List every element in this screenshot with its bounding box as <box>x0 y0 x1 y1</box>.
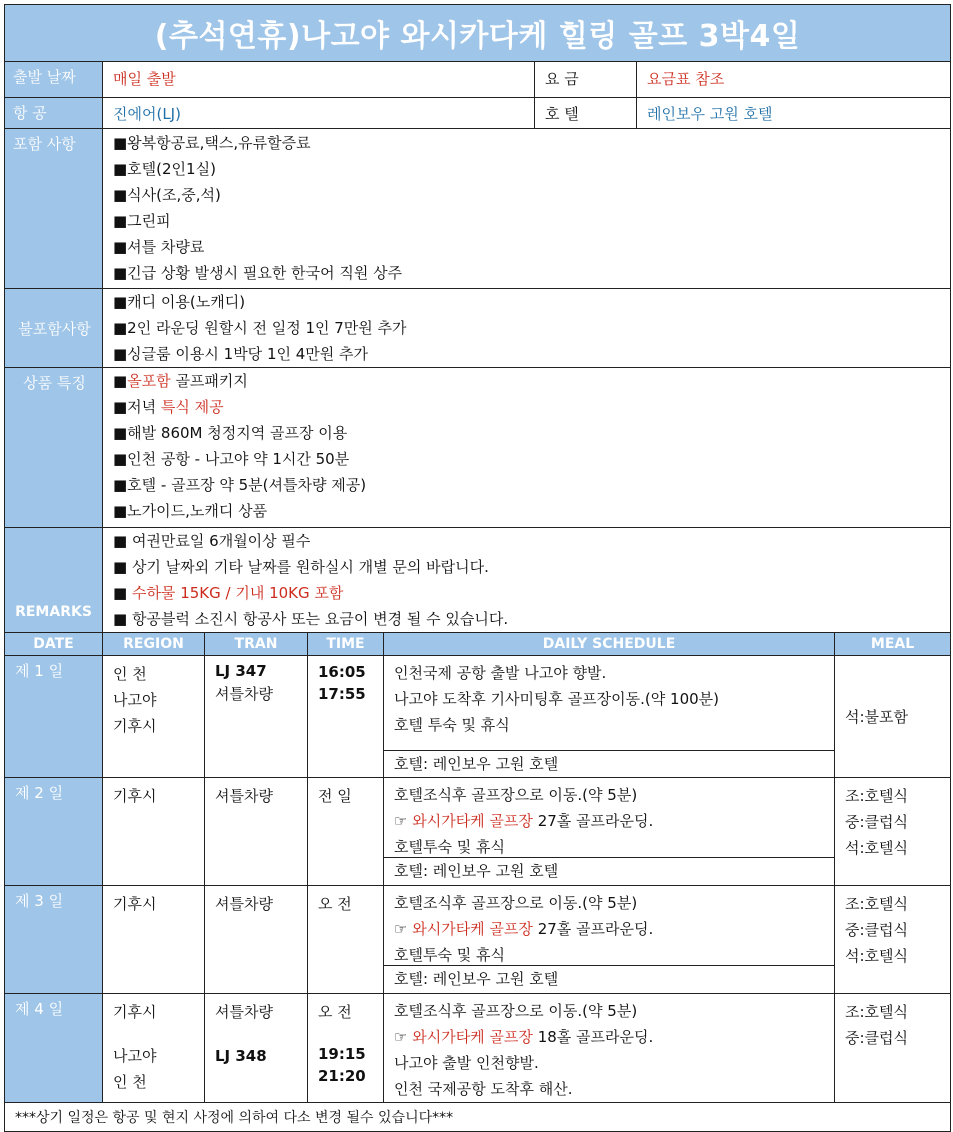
excluded-label: 불포함사항 <box>5 289 103 368</box>
tran-cell <box>205 656 308 778</box>
remarks-list <box>103 528 951 633</box>
schedule-line: ☞ 와시가타케 골프장 18홀 골프라운딩. <box>394 1028 654 1046</box>
tran-cell <box>205 778 308 886</box>
schedule-line: 호텔조식후 골프장으로 이동.(약 5분) <box>394 786 638 804</box>
region-text: 기후시 <box>113 787 157 805</box>
meal-text: 석:호텔식 <box>845 839 909 857</box>
departure-value: 매일 출발 <box>103 62 535 98</box>
schedule-hotel: 호텔: 레인보우 고원 호텔 <box>384 857 834 884</box>
region-text: 기후시 <box>113 895 157 913</box>
meal-text: 중:클럽식 <box>845 813 909 831</box>
airline-label: 항 공 <box>5 98 103 129</box>
feature-item: ■올포함 골프패키지 <box>113 372 248 390</box>
header-meal: MEAL <box>835 633 951 656</box>
included-label: 포함 사항 <box>5 129 103 289</box>
region-text: 기후시 <box>113 717 157 735</box>
daily-schedule-cell <box>384 778 835 886</box>
tran-text: LJ 347 <box>215 662 267 680</box>
region-text: 인 천 <box>113 1073 147 1091</box>
time-text: 16:05 <box>318 663 366 681</box>
region-cell <box>103 994 205 1103</box>
included-item: ■왕복항공료,택스,유류할증료 <box>113 134 311 152</box>
meal-text: 석:불포함 <box>845 707 909 726</box>
time-cell <box>308 656 384 778</box>
excluded-list <box>103 289 951 368</box>
daily-schedule-cell <box>384 656 835 778</box>
meal-text: 석:호텔식 <box>845 947 909 965</box>
tran-text: 셔틀차량 <box>215 787 273 805</box>
included-item: ■긴급 상황 발생시 필요한 한국어 직원 상주 <box>113 264 403 282</box>
meal-cell <box>835 656 951 778</box>
features-list <box>103 368 951 528</box>
features-label: 상품 특징 <box>5 368 103 528</box>
tran-text: 셔틀차량 <box>215 1003 273 1021</box>
meal-text: 조:호텔식 <box>845 895 909 913</box>
meal-cell <box>835 994 951 1103</box>
header-time: TIME <box>308 633 384 656</box>
meal-text: 중:클럽식 <box>845 1029 909 1047</box>
included-item: ■그린피 <box>113 212 171 230</box>
tran-text: 셔틀차량 <box>215 895 273 913</box>
schedule-line: 인천 국제공항 도착후 해산. <box>394 1080 573 1098</box>
included-item: ■셔틀 차량료 <box>113 238 205 256</box>
meal-cell <box>835 778 951 886</box>
meal-text: 중:클럽식 <box>845 921 909 939</box>
day-label: 제 2 일 <box>5 778 103 886</box>
schedule-line: 나고야 출발 인천향발. <box>394 1054 539 1072</box>
feature-item: ■호텔 - 골프장 약 5분(셔틀차량 제공) <box>113 476 367 494</box>
time-cell <box>308 994 384 1103</box>
remarks-label: REMARKS <box>5 528 103 633</box>
tran-cell <box>205 886 308 994</box>
time-cell <box>308 778 384 886</box>
tran-cell <box>205 994 308 1103</box>
header-daily: DAILY SCHEDULE <box>384 633 835 656</box>
time-text: 전 일 <box>318 787 352 805</box>
schedule-line: ☞ 와시가타케 골프장 27홀 골프라운딩. <box>394 920 654 938</box>
footer-note: ***상기 일정은 항공 및 현지 사정에 의하여 다소 변경 될수 있습니다*** <box>5 1103 951 1132</box>
day-label: 제 3 일 <box>5 886 103 994</box>
hotel-value: 레인보우 고원 호텔 <box>637 98 951 129</box>
time-text: 17:55 <box>318 685 366 703</box>
itinerary-table <box>4 4 951 1132</box>
schedule-line: 호텔조식후 골프장으로 이동.(약 5분) <box>394 1002 638 1020</box>
schedule-line: 인천국제 공항 출발 나고야 향발. <box>394 664 607 682</box>
excluded-item: ■2인 라운딩 원할시 전 일정 1인 7만원 추가 <box>113 319 407 337</box>
region-cell <box>103 778 205 886</box>
time-text: 오 전 <box>318 1003 352 1021</box>
meal-text: 조:호텔식 <box>845 787 909 805</box>
schedule-hotel: 호텔: 레인보우 고원 호텔 <box>384 965 834 992</box>
schedule-row <box>5 656 951 778</box>
schedule-line: 호텔투숙 및 휴식 <box>394 946 505 964</box>
schedule-line: ☞ 와시가타케 골프장 27홀 골프라운딩. <box>394 812 654 830</box>
daily-schedule-cell <box>384 994 835 1103</box>
region-text: 기후시 <box>113 1003 157 1021</box>
region-cell <box>103 656 205 778</box>
day-label: 제 1 일 <box>5 656 103 778</box>
itinerary-document <box>4 4 950 1126</box>
airline-value: 진에어(LJ) <box>103 98 535 129</box>
schedule-row <box>5 886 951 994</box>
time-text: 오 전 <box>318 895 352 913</box>
header-date: DATE <box>5 633 103 656</box>
schedule-line: 호텔 투숙 및 휴식 <box>394 716 510 734</box>
departure-label: 출발 날짜 <box>5 62 103 98</box>
excluded-item: ■캐디 이용(노캐디) <box>113 293 246 311</box>
tran-text: LJ 348 <box>215 1047 267 1065</box>
schedule-line: 호텔조식후 골프장으로 이동.(약 5분) <box>394 894 638 912</box>
daily-schedule-cell <box>384 886 835 994</box>
feature-item: ■노가이드,노캐디 상품 <box>113 502 268 520</box>
included-list <box>103 129 951 289</box>
feature-item: ■저녁 특식 제공 <box>113 398 224 416</box>
remark-item: ■ 항공블럭 소진시 항공사 또는 요금이 변경 될 수 있습니다. <box>113 610 509 628</box>
region-text: 인 천 <box>113 665 147 683</box>
remark-item: ■ 수하물 15KG / 기내 10KG 포함 <box>113 584 344 602</box>
tran-text: 셔틀차량 <box>215 685 273 703</box>
feature-item: ■해발 860M 청정지역 골프장 이용 <box>113 424 348 442</box>
header-region: REGION <box>103 633 205 656</box>
time-text: 19:15 <box>318 1045 366 1063</box>
time-text: 21:20 <box>318 1067 366 1085</box>
price-label: 요 금 <box>535 62 637 98</box>
page-title: (추석연휴)나고야 와시카다케 힐링 골프 3박4일 <box>5 5 951 62</box>
schedule-row <box>5 778 951 886</box>
hotel-label: 호 텔 <box>535 98 637 129</box>
included-item: ■식사(조,중,석) <box>113 186 221 204</box>
region-text: 나고야 <box>113 691 157 709</box>
remark-item: ■ 상기 날짜외 기타 날짜를 원하실시 개별 문의 바랍니다. <box>113 558 489 576</box>
schedule-row <box>5 994 951 1103</box>
region-text: 나고야 <box>113 1047 157 1065</box>
excluded-item: ■싱글룸 이용시 1박당 1인 4만원 추가 <box>113 345 369 363</box>
schedule-line: 나고야 도착후 기사미팅후 골프장이동.(약 100분) <box>394 690 719 708</box>
included-item: ■호텔(2인1실) <box>113 160 216 178</box>
schedule-hotel: 호텔: 레인보우 고원 호텔 <box>384 750 834 777</box>
schedule-line: 호텔투숙 및 휴식 <box>394 838 505 856</box>
remark-item: ■ 여권만료일 6개월이상 필수 <box>113 532 311 550</box>
meal-text: 조:호텔식 <box>845 1003 909 1021</box>
day-label: 제 4 일 <box>5 994 103 1103</box>
feature-item: ■인천 공항 - 나고야 약 1시간 50분 <box>113 450 350 468</box>
header-tran: TRAN <box>205 633 308 656</box>
time-cell <box>308 886 384 994</box>
schedule-header-row <box>5 633 951 656</box>
meal-cell <box>835 886 951 994</box>
region-cell <box>103 886 205 994</box>
price-value: 요금표 참조 <box>637 62 951 98</box>
